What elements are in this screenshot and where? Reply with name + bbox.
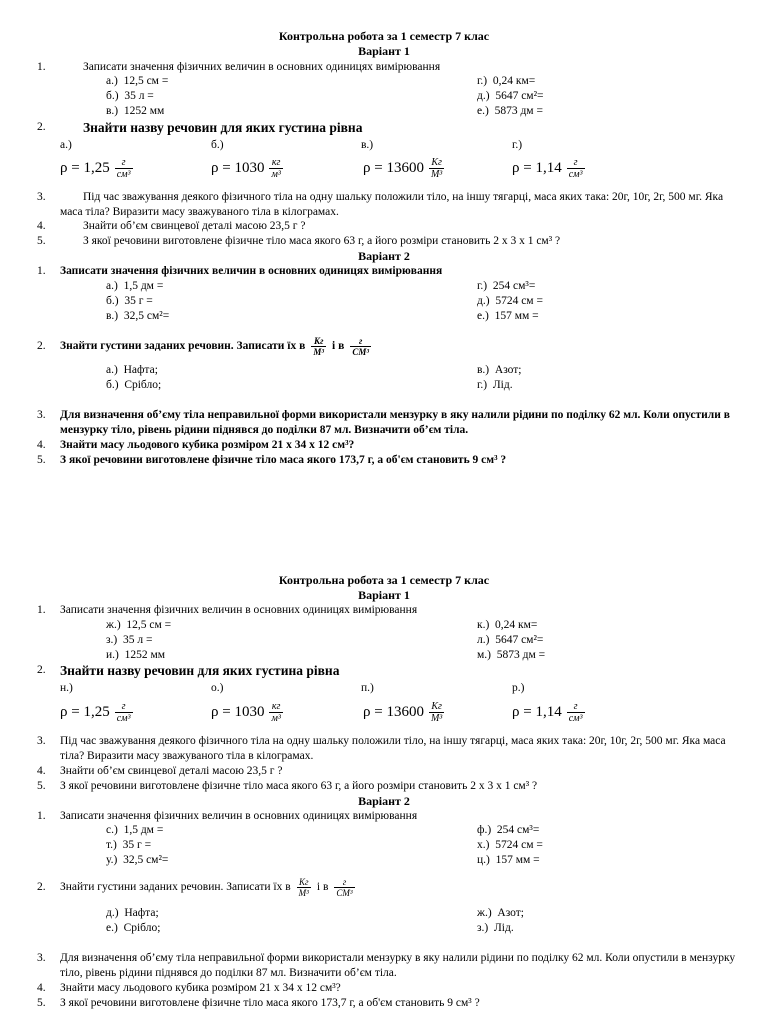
item-value: Азот;	[494, 364, 522, 376]
question-number: 4.	[37, 765, 46, 777]
formula-value: ρ = 1,14	[512, 160, 562, 176]
item-value: 5724 см =	[495, 295, 543, 307]
answer-item	[106, 618, 171, 633]
item-label: а.)	[106, 75, 118, 87]
formula-label: г.)	[512, 139, 523, 151]
question-2	[37, 663, 740, 680]
item-label: д.)	[477, 295, 490, 307]
item-label: ж.)	[477, 907, 492, 919]
item-label: б.)	[106, 90, 119, 102]
question-text: Записати значення фізичних величин в основних одиницях вимірювання	[60, 604, 418, 616]
question-4	[37, 981, 740, 996]
item-value: 1,5 дм =	[123, 824, 164, 836]
item-label: д.)	[477, 90, 490, 102]
unit-fraction	[567, 701, 585, 724]
unit-denominator: см³	[116, 713, 131, 724]
answer-item	[106, 74, 168, 89]
answer-item	[477, 906, 524, 921]
item-label: г.)	[477, 75, 488, 87]
question-text: Знайти масу льодового кубика розміром 21 х 34 х 12 см³?	[60, 982, 341, 994]
question-number: 3.	[37, 952, 46, 964]
item-label: ф.)	[477, 824, 492, 836]
question-number: 3.	[37, 735, 46, 747]
unit-fraction	[269, 701, 282, 724]
question-5	[37, 996, 740, 1011]
item-value: Лід.	[492, 379, 513, 391]
item-label: ж.)	[106, 619, 121, 631]
item-value: 1252 мм	[124, 649, 166, 661]
question-text-line	[60, 331, 740, 361]
item-value: 35 г =	[124, 295, 153, 307]
question-number: 4.	[37, 439, 46, 451]
question-text: Під час зважування деякого фізичного тіла на одну шальку положили тіло, на іншу тягарці, маса яких така: 20г, 10г, 2г, 500 мг. Яка маса тіла? Виразити масу зважуваного тіла в кілограмах.	[60, 191, 724, 218]
item-value: 1252 мм	[123, 105, 165, 117]
formula-label: а.)	[60, 139, 72, 151]
question-text: Записати значення фізичних величин в основних одиницях вимірювання	[60, 265, 443, 277]
item-label: б.)	[106, 295, 119, 307]
answer-item	[477, 74, 535, 89]
unit-numerator: г	[115, 157, 133, 169]
unit-numerator: Кг	[297, 877, 311, 888]
question-number: 3.	[37, 191, 46, 203]
item-label: в.)	[106, 105, 119, 117]
item-label: г.)	[477, 379, 488, 391]
question-number: 4.	[37, 220, 46, 232]
item-value: 5647 см²=	[495, 634, 544, 646]
question-1	[37, 603, 740, 618]
unit-denominator: СМ³	[352, 346, 370, 357]
density-formula	[60, 157, 133, 180]
item-value: 157 мм =	[495, 854, 540, 866]
answer-item	[477, 618, 537, 633]
unit-numerator: г	[115, 701, 133, 713]
formula-value: ρ = 1,25	[60, 704, 110, 720]
density-formula	[512, 701, 585, 724]
answer-item	[106, 823, 163, 838]
answer-item	[477, 648, 545, 663]
item-label: з.)	[477, 922, 489, 934]
unit-numerator: г	[334, 877, 354, 888]
item-label: д.)	[106, 907, 119, 919]
test-title: Контрольна робота за 1 семестр 7 клас	[278, 29, 490, 43]
answer-item	[106, 309, 169, 324]
formula-label: о.)	[211, 682, 224, 694]
item-label: е.)	[106, 922, 118, 934]
question-number: 1.	[37, 810, 46, 822]
question-text: Знайти об’єм свинцевої деталі масою 23,5 г ?	[60, 765, 283, 777]
item-label: г.)	[477, 280, 488, 292]
density-formula	[363, 701, 444, 724]
test-title: Контрольна робота за 1 семестр 7 клас	[278, 573, 490, 587]
item-value: 35 л =	[124, 90, 154, 102]
unit-fraction	[567, 157, 585, 180]
answer-item	[477, 823, 539, 838]
unit-numerator: Кг	[311, 336, 326, 347]
question-1	[37, 809, 740, 824]
answer-item	[106, 921, 160, 936]
question-text: Знайти назву речовин для яких густина рівна	[60, 663, 340, 678]
item-label: т.)	[106, 839, 117, 851]
answer-item	[477, 89, 544, 104]
question-text: Знайти масу льодового кубика розміром 21 х 34 х 12 см³?	[60, 439, 355, 451]
unit-fraction	[350, 336, 371, 357]
question-3	[37, 951, 740, 981]
answer-item	[106, 648, 165, 663]
item-value: 35 л =	[123, 634, 153, 646]
question-number: 4.	[37, 982, 46, 994]
item-value: 35 г =	[122, 839, 152, 851]
unit-denominator: см³	[568, 713, 583, 724]
question-text: Знайти назву речовин для яких густина рівна	[83, 120, 363, 135]
variant-title: Варіант 1	[358, 588, 410, 602]
item-label: с.)	[106, 824, 118, 836]
question-text: З якої речовини виготовлене фізичне тіло маса якого 173,7 г, а об'єм становить 9 см³ ?	[60, 454, 507, 466]
answer-item	[106, 89, 154, 104]
answer-item	[477, 104, 543, 119]
unit-fraction	[269, 157, 282, 180]
item-label: в.)	[106, 310, 119, 322]
unit-numerator: Кг	[429, 701, 444, 713]
formula-label: н.)	[60, 682, 73, 694]
question-5	[37, 234, 740, 249]
unit-fraction	[297, 877, 311, 898]
item-label: ц.)	[477, 854, 490, 866]
formula-label: р.)	[512, 682, 525, 694]
unit-numerator: Кг	[429, 157, 444, 169]
unit-denominator: СМ³	[336, 887, 353, 898]
density-formula	[512, 157, 585, 180]
question-text: Записати значення фізичних величин в основних одиницях вимірювання	[60, 810, 418, 822]
answer-item	[106, 363, 158, 378]
item-value: Лід.	[494, 922, 514, 934]
question-4	[37, 219, 740, 234]
unit-fraction	[334, 877, 354, 898]
question-3	[37, 408, 740, 438]
formula-label: в.)	[361, 139, 374, 151]
variant-title: Варіант 2	[358, 794, 410, 808]
item-value: Нафта;	[124, 907, 159, 919]
density-formula	[363, 157, 444, 180]
item-label: з.)	[106, 634, 118, 646]
unit-denominator: М³	[298, 887, 309, 898]
item-value: 5724 см =	[495, 839, 543, 851]
question-number: 5.	[37, 454, 46, 466]
item-label: и.)	[106, 649, 119, 661]
unit-fraction	[115, 157, 133, 180]
answer-item	[106, 906, 159, 921]
unit-numerator: г	[567, 157, 585, 169]
question-text: Для визначення об’єму тіла неправильної форми використали мензурку в яку налили рідини по поділку 62 мл. Коли опустили в мензурку тіло, рівень рідини піднявся до поділки 87 мл. Визначити об’єм тіла.	[60, 409, 730, 436]
answer-item	[477, 921, 514, 936]
question-3	[37, 734, 740, 764]
question-5	[37, 453, 740, 468]
item-value: 254 см³=	[496, 824, 540, 836]
question-number: 5.	[37, 997, 46, 1009]
item-value: Азот;	[497, 907, 525, 919]
unit-fraction	[311, 336, 326, 357]
item-label: м.)	[477, 649, 491, 661]
question-text: З якої речовини виготовлене фізичне тіло маса якого 173,7 г, а об'єм становить 9 см³ ?	[60, 997, 480, 1009]
density-formula	[211, 701, 283, 724]
formula-value: ρ = 1030	[211, 704, 265, 720]
answer-item	[106, 279, 163, 294]
question-number: 2.	[37, 121, 46, 133]
unit-denominator: м³	[271, 713, 281, 724]
variant-title: Варіант 2	[358, 249, 410, 263]
unit-denominator: М³	[430, 169, 443, 180]
item-label: в.)	[477, 364, 490, 376]
question-text-line	[60, 872, 740, 902]
unit-numerator: г	[350, 336, 371, 347]
question-text: Для визначення об’єму тіла неправильної форми використали мензурку в яку налили рідини по поділку 62 мл. Коли опустили в мензурку тіло, рівень рідини піднявся до поділки 87 мл. Визначити об’єм тіла.	[60, 952, 736, 979]
question-text: Записати значення фізичних величин в основних одиницях вимірювання	[83, 61, 441, 73]
item-value: 1,5 дм =	[123, 280, 164, 292]
density-formula	[211, 157, 283, 180]
answer-item	[106, 294, 153, 309]
unit-fraction	[429, 157, 444, 180]
question-2	[37, 120, 740, 137]
question-3	[37, 190, 740, 220]
item-value: 32,5 см²=	[123, 310, 170, 322]
answer-item	[106, 104, 164, 119]
answer-item	[477, 838, 543, 853]
unit-numerator: кг	[269, 701, 282, 713]
formula-value: ρ = 1030	[211, 160, 265, 176]
answer-item	[477, 378, 513, 393]
unit-denominator: м³	[271, 169, 281, 180]
question-4	[37, 438, 740, 453]
unit-fraction	[429, 701, 444, 724]
question-text: Під час зважування деякого фізичного тіла на одну шальку положили тіло, на іншу тягарці, маса яких така: 20г, 10г, 2г, 500 мг. Яка маса тіла? Виразити масу зважуваного тіла в кілограмах.	[60, 735, 726, 762]
answer-item	[477, 363, 522, 378]
unit-fraction	[115, 701, 133, 724]
unit-denominator: см³	[116, 169, 131, 180]
item-value: 5873 дм =	[494, 105, 543, 117]
item-value: 12,5 см =	[123, 75, 169, 87]
answer-item	[106, 853, 168, 868]
item-label: а.)	[106, 364, 118, 376]
question-1	[37, 264, 740, 279]
item-value: 5873 дм =	[496, 649, 546, 661]
question-text-mid: і в	[316, 880, 329, 893]
item-value: 32,5 см²=	[123, 854, 169, 866]
answer-item	[477, 309, 539, 324]
density-formula	[60, 701, 133, 724]
question-number: 5.	[37, 235, 46, 247]
question-text: Знайти об’єм свинцевої деталі масою 23,5 г ?	[83, 220, 306, 232]
item-value: 254 см³=	[492, 280, 536, 292]
answer-item	[106, 378, 161, 393]
question-4	[37, 764, 740, 779]
formula-value: ρ = 1,14	[512, 704, 562, 720]
answer-item	[477, 279, 535, 294]
answer-item	[106, 838, 151, 853]
formula-value: ρ = 13600	[363, 160, 424, 176]
item-value: 12,5 см =	[126, 619, 172, 631]
item-value: 0,24 км=	[492, 75, 536, 87]
question-2	[37, 331, 740, 361]
item-label: л.)	[477, 634, 490, 646]
item-label: е.)	[477, 310, 489, 322]
question-text: З якої речовини виготовлене фізичне тіло маса якого 63 г, а його розміри становить 2 х 3 х 1 см³ ?	[60, 780, 538, 792]
question-5	[37, 779, 740, 794]
item-value: Срібло;	[124, 379, 162, 391]
unit-numerator: кг	[269, 157, 282, 169]
item-value: 0,24 км=	[495, 619, 538, 631]
item-value: Нафта;	[123, 364, 158, 376]
question-text: Знайти густини заданих речовин. Записати їх в	[60, 880, 291, 893]
formula-value: ρ = 13600	[363, 704, 424, 720]
answer-item	[477, 633, 543, 648]
question-text: Знайти густини заданих речовин. Записати їх в	[60, 339, 306, 352]
item-label: у.)	[106, 854, 118, 866]
question-text: З якої речовини виготовлене фізичне тіло маса якого 63 г, а його розміри становить 2 х 3 х 1 см³ ?	[83, 235, 561, 247]
formula-value: ρ = 1,25	[60, 160, 110, 176]
answer-item	[106, 633, 152, 648]
item-value: 5647 см²=	[495, 90, 544, 102]
formula-label: б.)	[211, 139, 224, 151]
item-value: Срібло;	[123, 922, 161, 934]
unit-numerator: г	[567, 701, 585, 713]
question-text-mid: і в	[332, 339, 345, 352]
item-label: б.)	[106, 379, 119, 391]
unit-denominator: М³	[430, 713, 443, 724]
item-label: к.)	[477, 619, 490, 631]
unit-denominator: М³	[313, 346, 325, 357]
item-label: е.)	[477, 105, 489, 117]
item-label: а.)	[106, 280, 118, 292]
variant-title: Варіант 1	[358, 44, 410, 58]
question-number: 3.	[37, 409, 46, 421]
question-number: 2.	[37, 664, 46, 676]
question-number: 2.	[37, 340, 46, 352]
answer-item	[477, 853, 540, 868]
item-label: х.)	[477, 839, 490, 851]
question-1	[37, 60, 740, 75]
question-number: 1.	[37, 61, 46, 73]
unit-denominator: см³	[568, 169, 583, 180]
question-number: 2.	[37, 881, 46, 893]
item-value: 157 мм =	[494, 310, 539, 322]
answer-item	[477, 294, 543, 309]
formula-label: п.)	[361, 682, 374, 694]
question-number: 5.	[37, 780, 46, 792]
question-2	[37, 872, 740, 902]
question-number: 1.	[37, 604, 46, 616]
question-number: 1.	[37, 265, 46, 277]
